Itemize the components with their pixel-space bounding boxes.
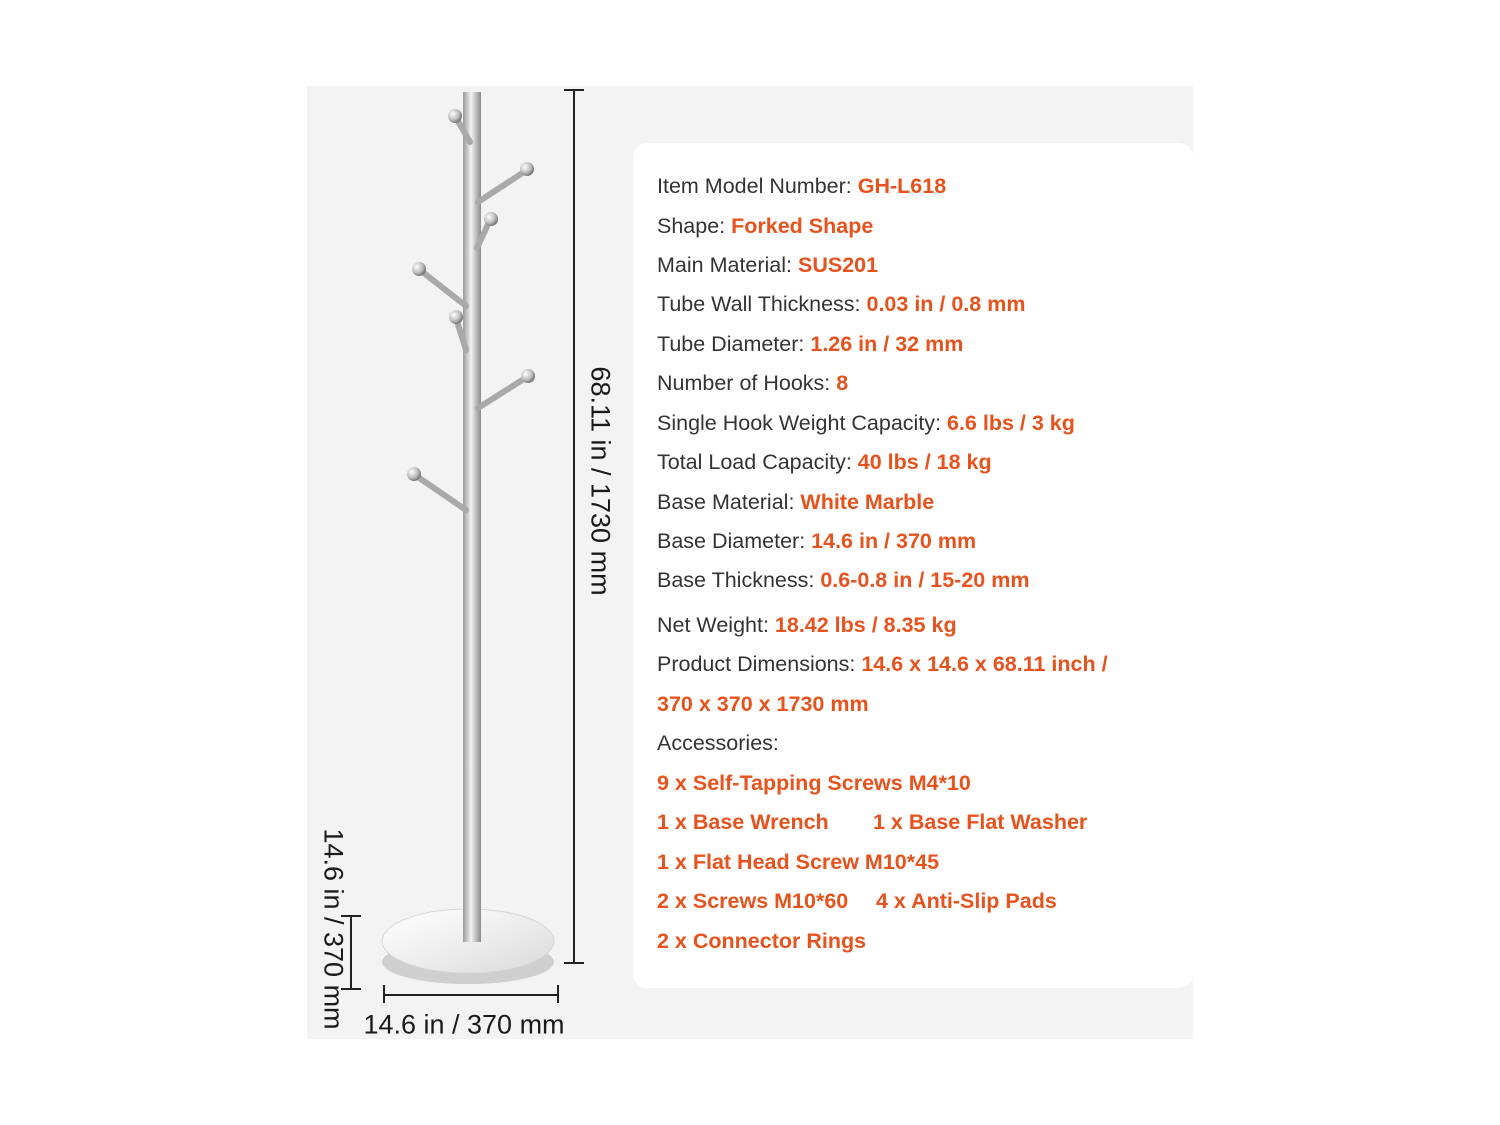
- accessory-screws: 2 x Screws M10*60: [657, 889, 849, 913]
- accessories-heading: Accessories:: [657, 731, 779, 755]
- spec-row-hooks: Number of Hooks: 8: [657, 371, 849, 395]
- hook-ball: [412, 262, 426, 276]
- rack-pole: [463, 92, 481, 942]
- hook-ball: [520, 162, 534, 176]
- spec-row-main-material: Main Material: SUS201: [657, 253, 879, 277]
- spec-row-base-thickness: Base Thickness: 0.6-0.8 in / 15-20 mm: [657, 568, 1030, 592]
- accessory-self-tapping-screws: 9 x Self-Tapping Screws M4*10: [657, 771, 971, 795]
- spec-row-shape: Shape: Forked Shape: [657, 214, 874, 238]
- hook-ball: [521, 369, 535, 383]
- accessory-base-wrench: 1 x Base Wrench: [657, 810, 829, 834]
- hook-ball: [449, 310, 463, 324]
- base-depth-dimension-label: 14.6 in / 370 mm: [318, 828, 349, 1030]
- spec-row-single-hook-capacity: Single Hook Weight Capacity: 6.6 lbs / 3 kg: [657, 411, 1075, 435]
- spec-row-model: Item Model Number: GH-L618: [657, 174, 947, 198]
- hook-ball: [407, 467, 421, 481]
- spec-row-product-dimensions: Product Dimensions: 14.6 x 14.6 x 68.11 inch /: [657, 652, 1108, 676]
- spec-row-product-dimensions-cont: 370 x 370 x 1730 mm: [657, 692, 869, 716]
- accessory-anti-slip-pads: 4 x Anti-Slip Pads: [876, 889, 1057, 913]
- hook-ball: [484, 212, 498, 226]
- spec-row-net-weight: Net Weight: 18.42 lbs / 8.35 kg: [657, 613, 957, 637]
- spec-row-total-load: Total Load Capacity: 40 lbs / 18 kg: [657, 450, 992, 474]
- spec-row-base-diameter: Base Diameter: 14.6 in / 370 mm: [657, 529, 977, 553]
- base-width-dimension-label: 14.6 in / 370 mm: [363, 1009, 565, 1040]
- spec-row-tube-wall: Tube Wall Thickness: 0.03 in / 0.8 mm: [657, 292, 1026, 316]
- spec-row-tube-diameter: Tube Diameter: 1.26 in / 32 mm: [657, 332, 964, 356]
- accessory-flat-head-screw: 1 x Flat Head Screw M10*45: [657, 850, 940, 874]
- hook-ball: [448, 109, 462, 123]
- height-dimension-line: [564, 90, 584, 963]
- height-dimension-label: 68.11 in / 1730 mm: [585, 366, 616, 596]
- spec-row-base-material: Base Material: White Marble: [657, 490, 935, 514]
- accessory-base-flat-washer: 1 x Base Flat Washer: [873, 810, 1088, 834]
- width-dimension-line: [384, 985, 558, 1003]
- accessory-connector-rings: 2 x Connector Rings: [657, 929, 867, 953]
